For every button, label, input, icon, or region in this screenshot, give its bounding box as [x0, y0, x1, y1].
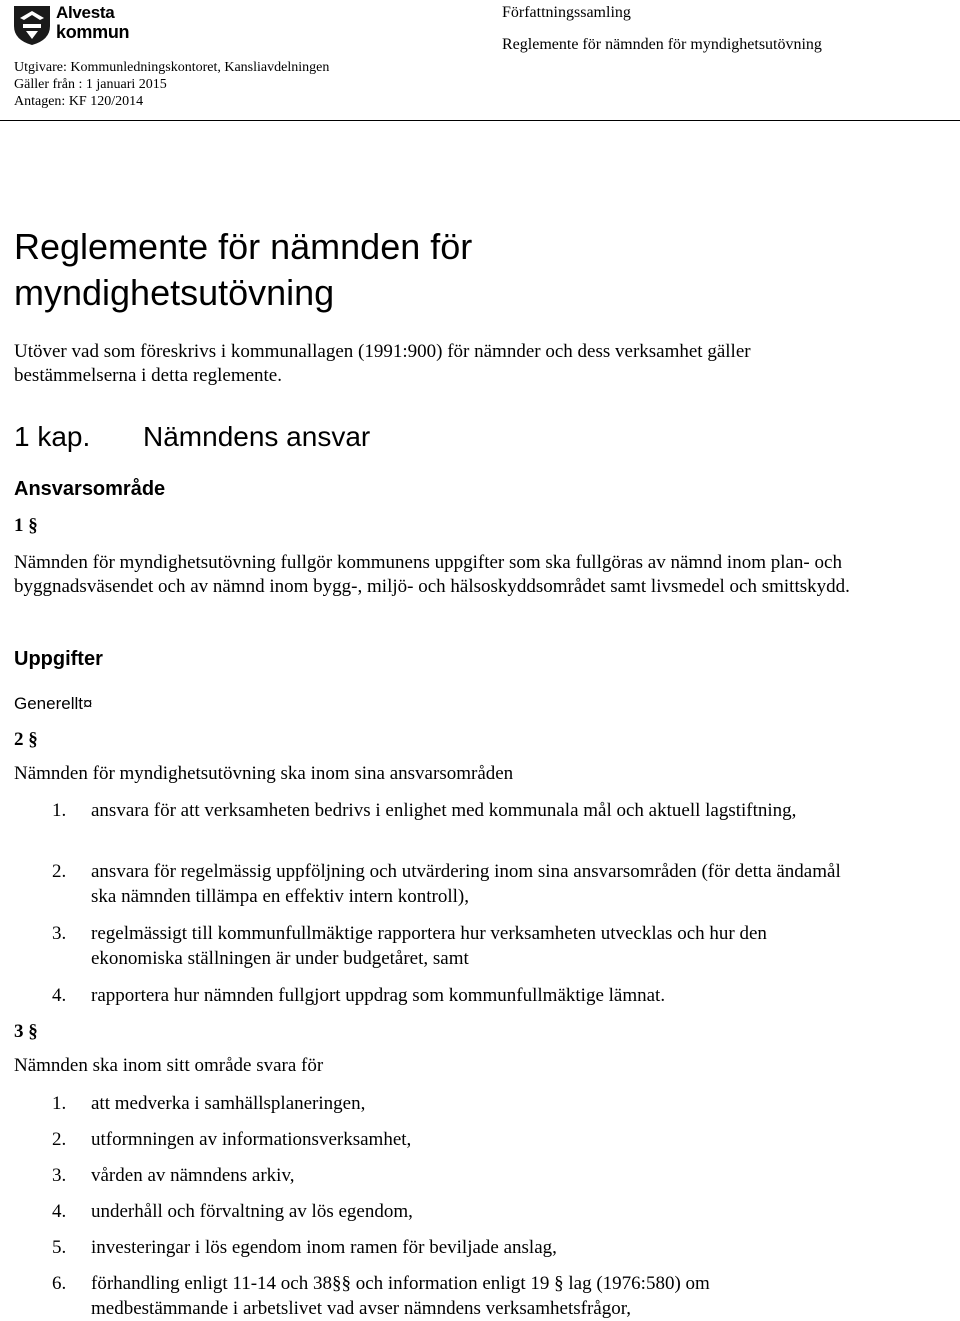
list-item-text: ansvara för regelmässig uppföljning och utvärdering inom sina ansvarsområden (för detta ändamål ska nämnden tillämpa en effektiv intern kontroll), [91, 861, 841, 907]
section-heading-responsibility: Ansvarsområde [14, 478, 166, 500]
list-item-number: 6. [52, 1273, 67, 1294]
section-heading-tasks: Uppgifter [14, 648, 103, 670]
list-item-text: underhåll och förvaltning av lös egendom, [91, 1201, 413, 1222]
list-item-number: 1. [52, 800, 67, 821]
logo-wordmark-top: Alvesta [56, 3, 115, 22]
chapter-title: Nämndens ansvar [143, 421, 371, 452]
adopted-line: Antagen: KF 120/2014 [14, 94, 144, 109]
list-item-text: förhandling enligt 11-14 och 38§§ och information enligt 19 § lag (1976:580) om medbestämmande i arbetslivet vad avser nämndens verksamhetsfrågor, [91, 1273, 710, 1319]
header-divider [0, 120, 960, 121]
list-item-number: 2. [52, 1129, 67, 1150]
list-item-text: att medverka i samhällsplaneringen, [91, 1093, 366, 1114]
municipality-logo [12, 4, 134, 46]
paragraph-marker-3: 3 § [14, 1021, 38, 1042]
list-item-text: ansvara för att verksamheten bedrivs i enlighet med kommunala mål och aktuell lagstiftning, [91, 800, 797, 821]
paragraph-3-intro: Nämnden ska inom sitt område svara för [14, 1055, 324, 1076]
document-title: Reglemente för nämnden för myndighetsutövning [14, 226, 473, 313]
valid-from-line: Gäller från : 1 januari 2015 [14, 77, 167, 92]
list-item-number: 3. [52, 923, 67, 944]
coat-of-arms-icon [12, 4, 52, 46]
list-item-text: utformningen av informationsverksamhet, [91, 1129, 412, 1150]
paragraph-marker-2: 2 § [14, 729, 38, 750]
paragraph-1-text: Nämnden för myndighetsutövning fullgör kommunens uppgifter som ska fullgöras av nämnd inom plan- och byggnadsväsendet och av nämnd inom bygg-, miljö- och hälsoskyddsområdet samt livsmedel och smittskydd. [14, 552, 850, 597]
intro-paragraph: Utöver vad som föreskrivs i kommunallagen (1991:900) för nämnder och dess verksamhet gäller bestämmelserna i detta reglemente. [14, 341, 751, 386]
collection-label: Författningssamling [502, 4, 631, 21]
list-item-text: investeringar i lös egendom inom ramen för beviljade anslag, [91, 1237, 557, 1258]
list-item-text: regelmässigt till kommunfullmäktige rapportera hur verksamheten utvecklas och hur den ekonomiska ställningen är under budgetåret, samt [91, 923, 767, 969]
list-item-text: vården av nämndens arkiv, [91, 1165, 295, 1186]
publisher-line: Utgivare: Kommunledningskontoret, Kansliavdelningen [14, 60, 330, 75]
logo-wordmark-bottom: kommun [56, 22, 130, 42]
subsection-heading-general: Generellt¤ [14, 694, 93, 713]
list-item-number: 3. [52, 1165, 67, 1186]
list-item-number: 2. [52, 861, 67, 882]
paragraph-marker-1: 1 § [14, 515, 38, 536]
list-item-number: 1. [52, 1093, 67, 1114]
list-item-text: rapportera hur nämnden fullgjort uppdrag som kommunfullmäktige lämnat. [91, 985, 666, 1006]
list-item-number: 4. [52, 985, 67, 1006]
chapter-number: 1 kap. [14, 421, 91, 452]
header-document-name: Reglemente för nämnden för myndighetsutövning [502, 36, 822, 53]
list-item-number: 5. [52, 1237, 67, 1258]
list-item-number: 4. [52, 1201, 67, 1222]
paragraph-2-intro: Nämnden för myndighetsutövning ska inom sina ansvarsområden [14, 763, 514, 784]
